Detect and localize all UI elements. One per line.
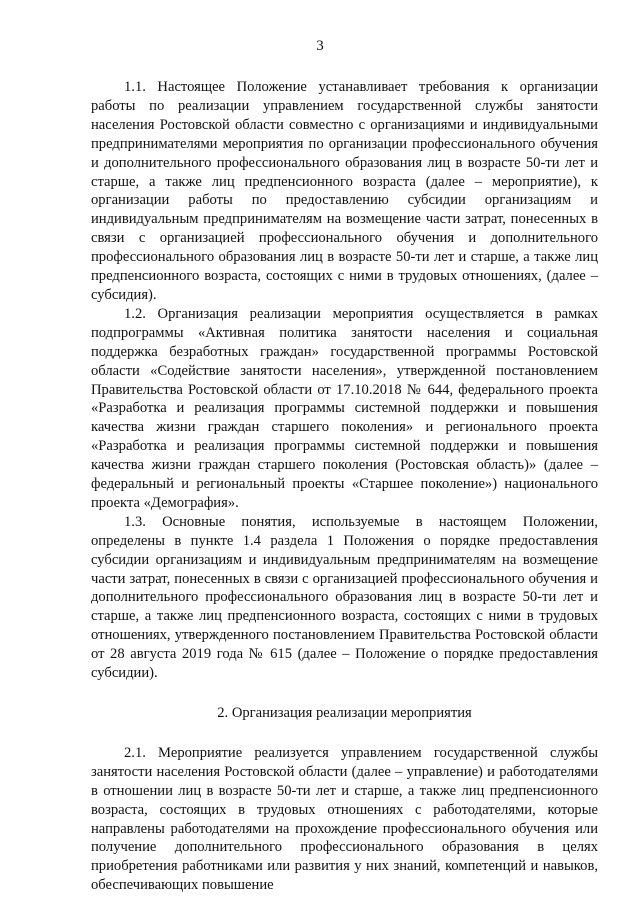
paragraph-2-1: 2.1. Мероприятие реализуется управлением государственной службы занятости населения Ростовской области (далее – управление) и работодателями в отношении лиц в возрасте 50-ти лет и старше, а также лиц предпенсионного возраста, состоящих в трудовых отношениях с работодателями, которые направлены работодателями на прохождение профессионального обучения или получение дополнительного профессионального образования в целях приобретения работниками или развития у них знаний, компетенций и навыков, обеспечивающих повышение — [91, 744, 598, 894]
paragraph-1-2: 1.2. Организация реализации мероприятия осуществляется в рамках подпрограммы «Активная политика занятости населения и социальная поддержка безработных граждан» государственной программы Ростовской области «Содействие занятости населения», утвержденной постановлением Правительства Ростовской области от 17.10.2018 № 644, федерального проекта «Разработка и реализация программы системной поддержки и повышения качества жизни граждан старшего поколения» и регионального проекта «Разработка и реализация программы системной поддержки и повышения качества жизни граждан старшего поколения (Ростовская область)» (далее –федеральный и региональный проекты «Старшее поколение») национального проекта «Демография». — [91, 305, 598, 511]
paragraph-1-1: 1.1. Настоящее Положение устанавливает требования к организации работы по реализации управлением государственной службы занятости населения Ростовской области совместно с организациями и индивидуальными предпринимателями мероприятия по организации профессионального обучения и дополнительного профессионального образования лиц в возрасте 50-ти лет и старше, а также лиц предпенсионного возраста (далее – мероприятие), к организации работы по предоставлению субсидии организациям и индивидуальным предпринимателям на возмещение части затрат, понесенных в связи с организацией профессионального обучения и дополнительного профессионального образования лиц в возрасте 50-ти лет и старше, а также лиц предпенсионного возраста, состоящих с ними в трудовых отношениях, (далее – субсидия). — [91, 79, 598, 303]
page-number: 3 — [316, 38, 324, 54]
document-body — [91, 78, 598, 895]
paragraph-1-3: 1.3. Основные понятия, используемые в настоящем Положении, определены в пункте 1.4 раздела 1 Положения о порядке предоставления субсидии организациям и индивидуальным предпринимателям на возмещение части затрат, понесенных в связи с организацией профессионального обучения и дополнительного профессионального образования лиц в возрасте 50-ти лет и старше, а также лиц предпенсионного возраста, состоящих с ними в трудовых отношениях, утвержденного постановлением Правительства Ростовской области от 28 августа 2019 года № 615 (далее – Положение о порядке предоставления субсидии). — [91, 513, 598, 682]
section-2-heading: 2. Организация реализации мероприятия — [217, 705, 472, 721]
